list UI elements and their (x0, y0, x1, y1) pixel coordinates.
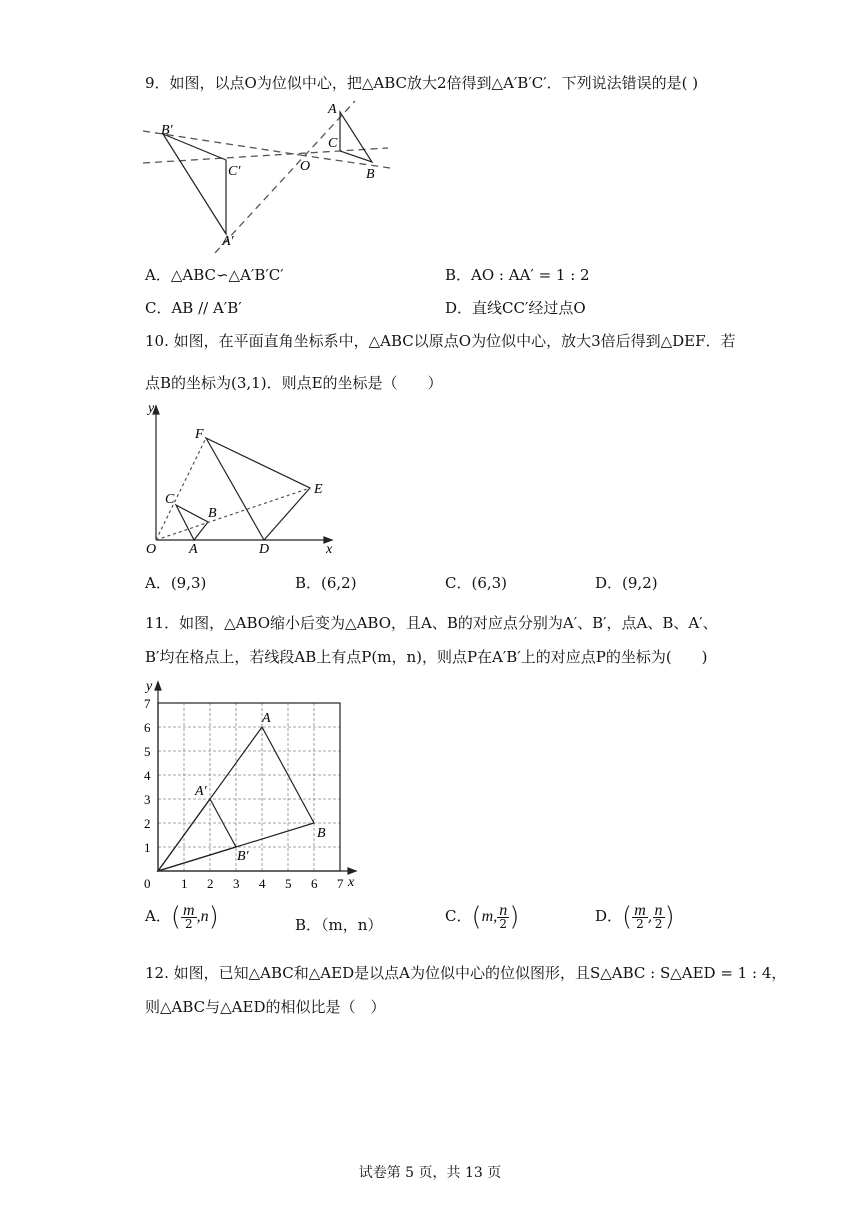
q9-label-b: B (366, 167, 375, 182)
q10-figure (140, 398, 350, 558)
q11-label-b: B (317, 826, 326, 841)
q12-line1: 12. 如图，已知△ABC和△AED是以点A为位似中心的位似图形，且S△ABC : S△AED = 1 : 4， (145, 964, 787, 982)
q11-label-a: A (262, 711, 271, 726)
q11-line1: 11．如图，△ABO缩小后变为△ABO，且A、B的对应点分别为A′、B′，点A、B、A′、 (145, 614, 718, 632)
q11-option-c[interactable]: C．(m, $\frac{n}{2}$ ) (445, 901, 520, 932)
q9-label-o: O (300, 159, 311, 174)
q11-option-d-prefix: D． (595, 907, 623, 925)
q11-xtick: 5 (285, 876, 292, 891)
q10-label-f: F (195, 427, 204, 442)
q11-axis-x: x (348, 875, 355, 890)
q11-option-d-den1: 2 (636, 916, 644, 931)
q9-label-b1: B′ (161, 123, 173, 138)
q11-xtick: 4 (259, 876, 266, 891)
q11-option-d-den2: 2 (654, 916, 663, 931)
q11-option-d-num1: m (634, 901, 646, 919)
q9-label-c1: C′ (228, 164, 241, 179)
q11-label-a1: A′ (195, 784, 207, 799)
q10-axis-x: x (326, 542, 333, 557)
q11-option-d[interactable]: D．( $\frac{m}{2}$ , $\frac{n}{2}$ ) (595, 901, 675, 932)
q10-option-c[interactable]: C．(6,3) (445, 574, 508, 592)
q11-ytick: 5 (144, 744, 151, 759)
q10-label-b: B (208, 506, 217, 521)
q11-ytick: 3 (144, 792, 151, 807)
q11-option-b[interactable]: B．（m，n） (295, 916, 383, 934)
q11-ytick: 1 (144, 840, 151, 855)
q11-xtick: 3 (233, 876, 240, 891)
q11-option-c-lead: m, (481, 908, 498, 925)
q10-option-b[interactable]: B．(6,2) (295, 574, 357, 592)
q11-xtick: 0 (144, 876, 151, 891)
q11-xtick: 6 (311, 876, 318, 891)
q11-ytick: 4 (144, 768, 151, 783)
q10-label-o: O (146, 542, 157, 557)
q10-option-a[interactable]: A．(9,3) (145, 574, 207, 592)
q11-option-a-prefix: A． (145, 907, 171, 925)
q10-axis-y: y (148, 401, 155, 416)
q10-line2: 点B的坐标为(3,1)．则点E的坐标是（ ） (145, 374, 443, 392)
q11-xtick: 7 (337, 876, 344, 891)
q11-option-c-num: n (499, 901, 508, 919)
q9-figure (140, 98, 400, 253)
q10-option-d[interactable]: D．(9,2) (595, 574, 658, 592)
q11-option-d-num2: n (654, 901, 663, 919)
q10-line1: 10. 如图，在平面直角坐标系中，△ABC以原点O为位似中心，放大3倍后得到△DEF．若 (145, 332, 736, 350)
q11-option-a-num: m (183, 901, 195, 919)
q9-label-a1: A′ (222, 234, 234, 249)
q9-text: 9．如图，以点O为位似中心，把△ABC放大2倍得到△A′B′C′．下列说法错误的是( ) (145, 74, 699, 92)
q11-option-a-den: 2 (184, 916, 193, 931)
q11-label-b1: B′ (237, 849, 249, 864)
q11-ytick: 6 (144, 720, 151, 735)
q11-ytick: 2 (144, 816, 151, 831)
q10-label-e: E (314, 482, 323, 497)
q9-label-c: C (328, 136, 338, 151)
q9-option-b[interactable]: B．AO : AA′ = 1 : 2 (445, 266, 590, 284)
q11-ytick: 7 (144, 696, 151, 711)
page-footer: 试卷第 5 页，共 13 页 (358, 1165, 502, 1181)
q9-option-d[interactable]: D．直线CC′经过点O (445, 299, 586, 317)
q10-label-d: D (259, 542, 270, 557)
q9-option-a[interactable]: A．△ABC∽△A′B′C′ (145, 266, 284, 284)
q11-xtick: 1 (181, 876, 188, 891)
q11-line2: B′均在格点上，若线段AB上有点P(m，n)，则点P在A′B′上的对应点P的坐标为( ) (145, 648, 708, 666)
q10-label-a: A (189, 542, 198, 557)
q10-label-c: C (165, 492, 175, 507)
q11-option-a[interactable]: A．( $\frac{m}{2}$ ,n) (145, 901, 219, 932)
q9-label-a: A (328, 102, 337, 117)
q9-option-c[interactable]: C．AB // A′B′ (145, 299, 242, 317)
q12-line2: 则△ABC与△AED的相似比是（ ） (145, 998, 386, 1016)
q11-option-c-den: 2 (499, 916, 508, 931)
q11-option-c-prefix: C． (445, 907, 472, 925)
q11-figure (140, 676, 365, 891)
q11-option-a-rest: ,n (196, 908, 209, 925)
q11-xtick: 2 (207, 876, 214, 891)
q11-axis-y: y (146, 679, 153, 694)
